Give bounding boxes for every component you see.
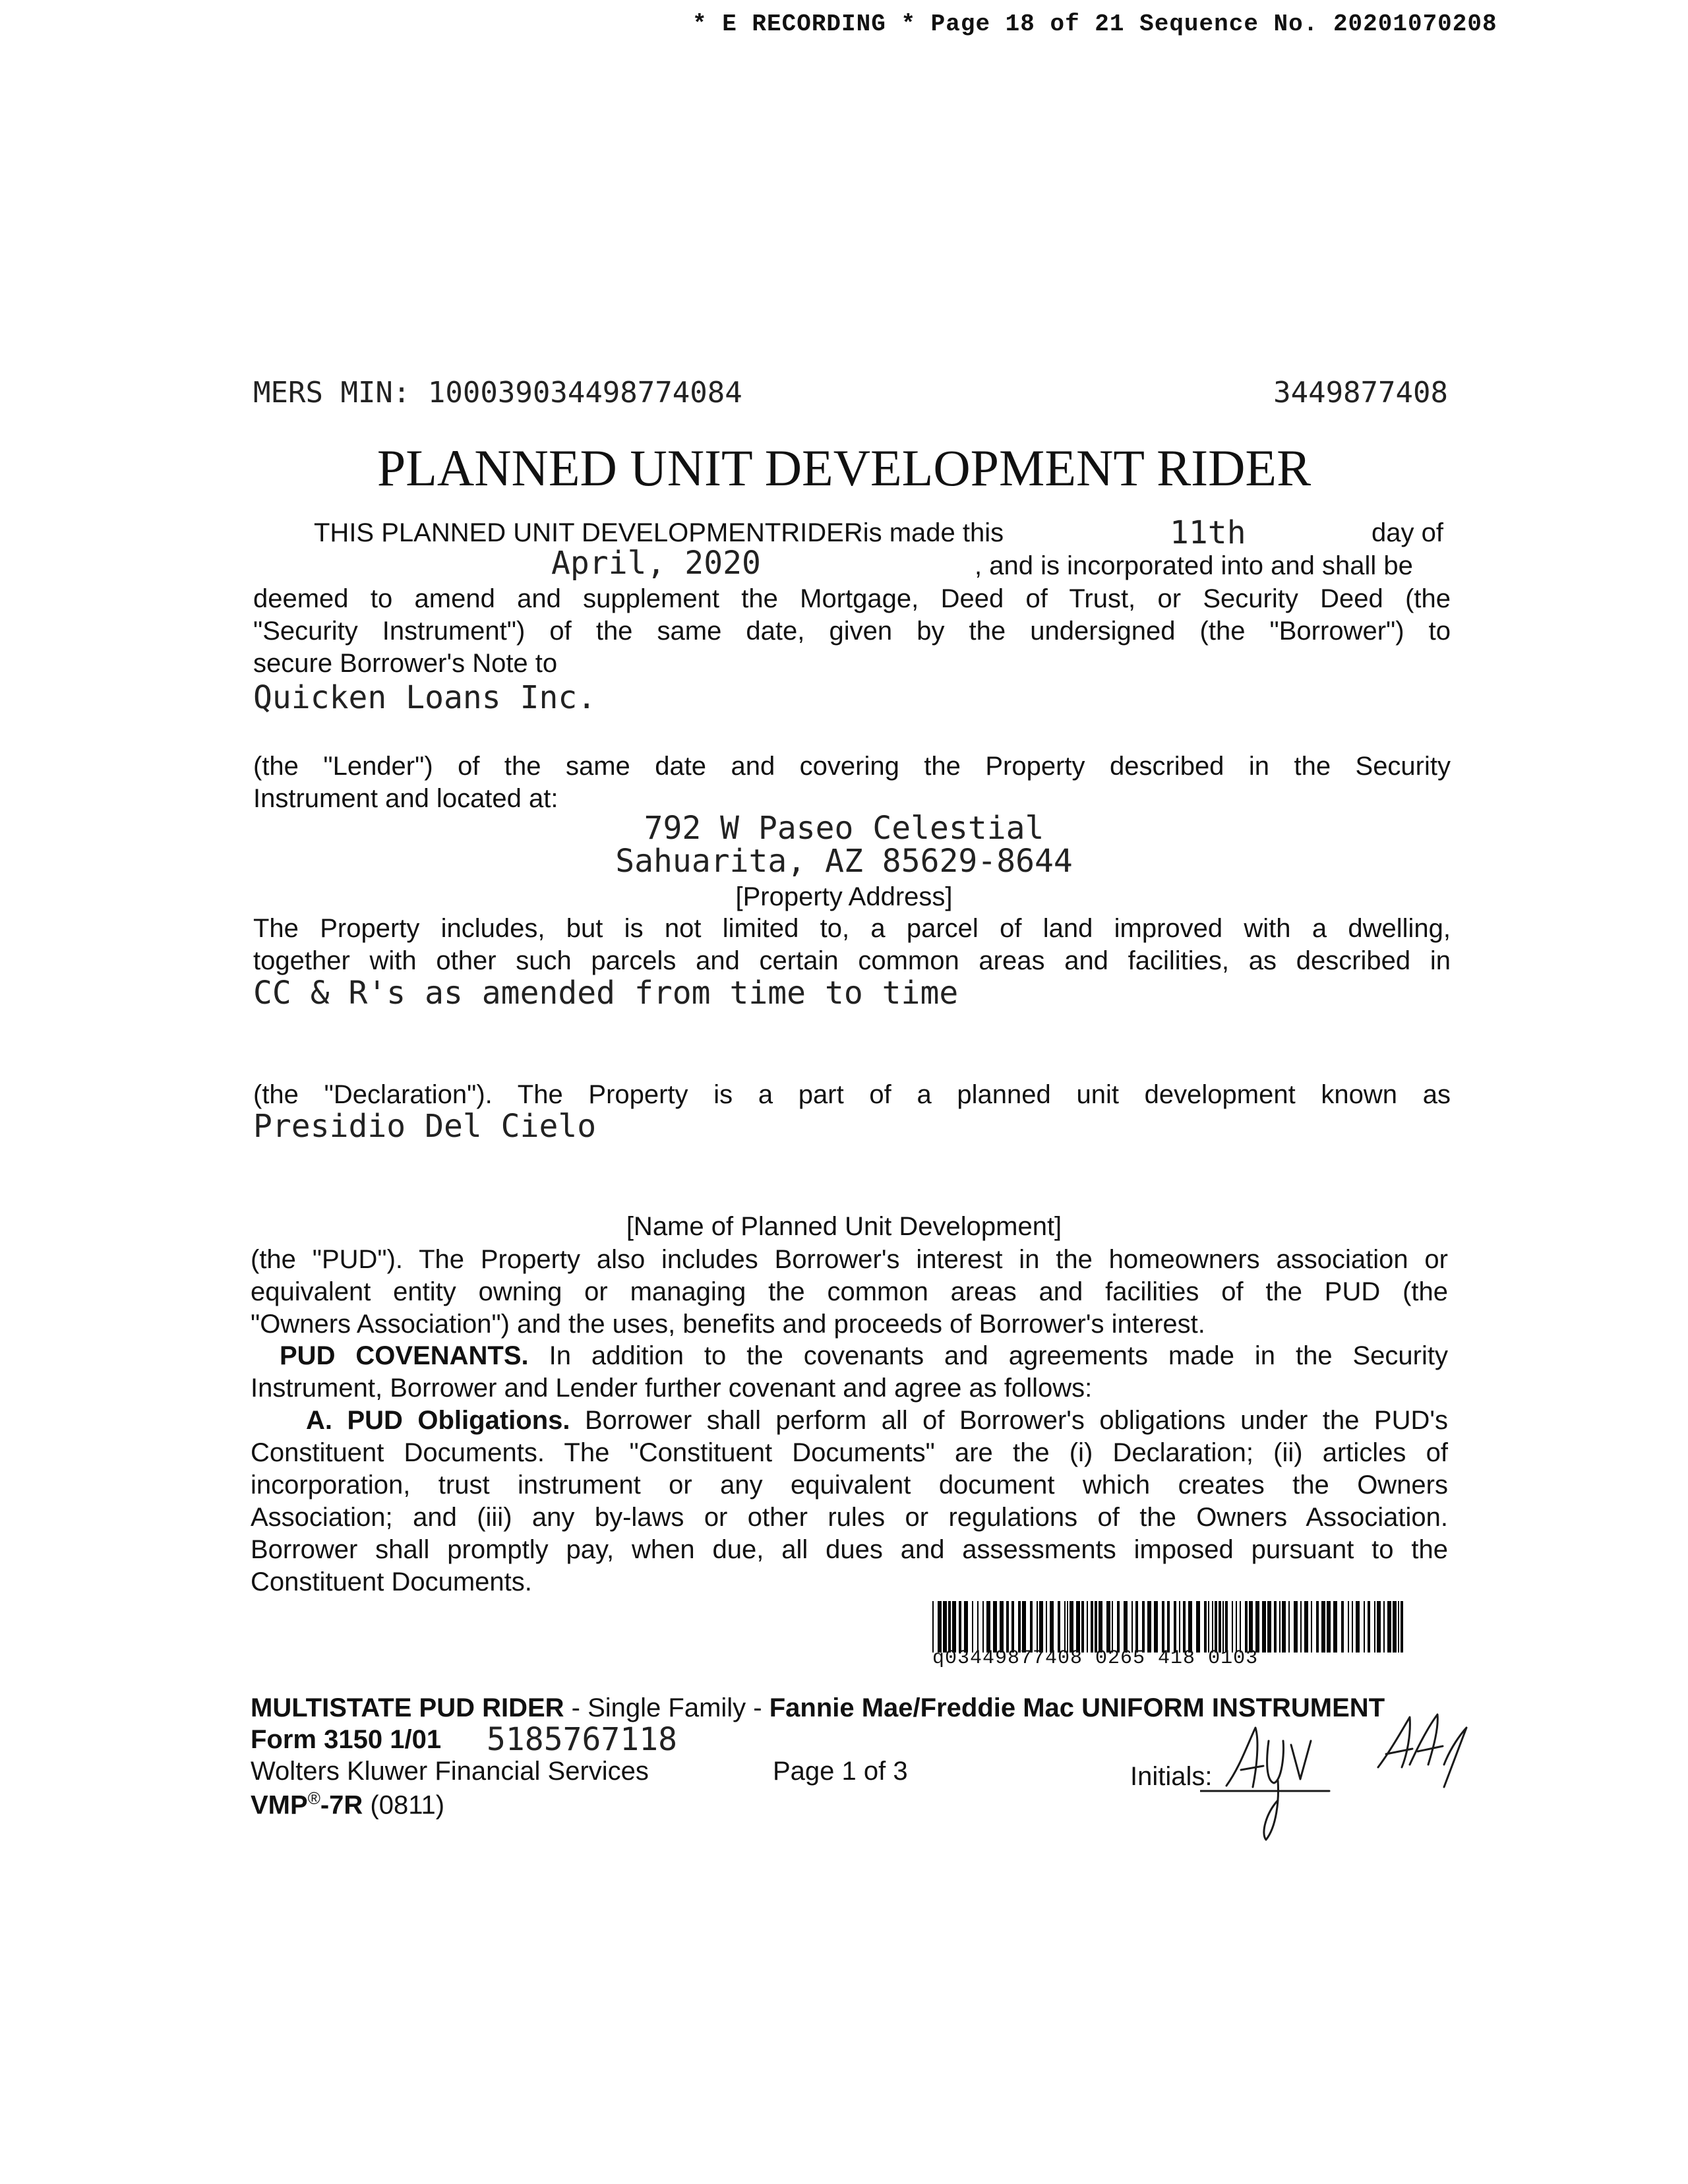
paragraph-line: deemed to amend and supplement the Mortgage, Deed of Trust, or Security Deed (the <box>253 584 1451 613</box>
barcode-bar <box>1294 1601 1298 1653</box>
barcode-bar <box>1030 1601 1033 1653</box>
vmp-registered-mark: ® <box>307 1788 320 1808</box>
paragraph-line: Instrument and located at: <box>253 784 558 813</box>
barcode-bar <box>1232 1601 1233 1653</box>
barcode-bar <box>1204 1601 1207 1653</box>
barcode-bar <box>1393 1601 1397 1653</box>
barcode-bar <box>943 1601 947 1653</box>
barcode-bar <box>1288 1601 1290 1653</box>
lender-name: Quicken Loans Inc. <box>253 679 597 716</box>
day-of-text: day of <box>1372 518 1443 547</box>
barcode-bar <box>1387 1601 1391 1653</box>
footer-publisher: Wolters Kluwer Financial Services <box>251 1757 649 1786</box>
barcode-bar <box>964 1601 968 1653</box>
barcode-bar <box>1064 1601 1066 1653</box>
property-address-label: [Property Address] <box>735 882 953 911</box>
barcode-bar <box>1095 1601 1097 1653</box>
barcode-bar <box>1356 1601 1360 1653</box>
intro-lead-text: THIS PLANNED UNIT DEVELOPMENTRIDERis made this <box>314 518 1004 547</box>
barcode-bar <box>1398 1601 1399 1653</box>
barcode-bar <box>1183 1601 1186 1653</box>
barcode-bar <box>1154 1601 1158 1653</box>
paragraph-line: together with other such parcels and certain common areas and facilities, as described in <box>253 946 1451 975</box>
paragraph-line: (the "Lender") of the same date and covering the Property described in the Security <box>253 752 1451 781</box>
barcode-bar <box>1311 1601 1312 1653</box>
barcode-bar <box>1245 1601 1248 1653</box>
barcode-bar <box>1225 1601 1228 1653</box>
barcode-bar <box>1212 1601 1213 1653</box>
barcode-bar <box>972 1601 973 1653</box>
barcode-bar <box>1316 1601 1319 1653</box>
barcode-bar <box>1262 1601 1266 1653</box>
paragraph-line: (the "Declaration"). The Property is a part of a planned unit development known as <box>253 1080 1451 1109</box>
covenants-heading: PUD COVENANTS. <box>280 1341 529 1370</box>
barcode-bar <box>959 1601 961 1653</box>
pud-name-label: [Name of Planned Unit Development] <box>626 1212 1062 1241</box>
paragraph-line <box>251 1340 1448 1372</box>
page-number: Page 1 of 3 <box>773 1757 908 1786</box>
declaration-paragraph <box>253 1079 1451 1111</box>
barcode-bar <box>1162 1601 1164 1653</box>
amend-paragraph <box>253 583 1451 680</box>
barcode-bar <box>1401 1601 1403 1653</box>
paragraph-line: secure Borrower's Note to <box>253 649 558 678</box>
pud-paragraph <box>251 1244 1448 1341</box>
barcode-bar <box>1208 1601 1209 1653</box>
barcode-bar <box>1037 1601 1038 1653</box>
barcode-bar <box>1076 1601 1080 1653</box>
barcode-bar <box>1087 1601 1088 1653</box>
footer-form: Form 3150 1/01 <box>251 1725 442 1754</box>
barcode-bar <box>1000 1601 1004 1653</box>
barcode-bar <box>1188 1601 1192 1653</box>
barcode-bar <box>1383 1601 1385 1653</box>
rider-day: 11th <box>1170 514 1246 551</box>
barcode-bar <box>1124 1601 1128 1653</box>
barcode-bar <box>1279 1601 1281 1653</box>
barcode-bar <box>1236 1601 1237 1653</box>
paragraph-line: Instrument, Borrower and Lender further covenant and agree as follows: <box>251 1374 1093 1403</box>
footer-rider-title: MULTISTATE PUD RIDER <box>251 1693 564 1722</box>
barcode-bar <box>1364 1601 1365 1653</box>
barcode-bar <box>1374 1601 1375 1653</box>
initials-signature-2 <box>1378 1714 1466 1787</box>
pud-name: Presidio Del Cielo <box>253 1108 597 1145</box>
barcode-bar <box>1106 1601 1110 1653</box>
barcode-bar <box>977 1601 979 1653</box>
barcode-bar <box>1196 1601 1200 1653</box>
paragraph-line: Constituent Documents. The "Constituent Documents" are the (i) Declaration; (ii) articles of <box>251 1438 1448 1467</box>
barcode-bar <box>1215 1601 1217 1653</box>
loan-number: 3449877408 <box>1273 376 1448 410</box>
property-address-line-1: 792 W Paseo Celestial <box>644 810 1044 847</box>
obligations-paragraph <box>251 1405 1448 1598</box>
barcode-bar <box>1174 1601 1176 1653</box>
barcode-bar <box>1255 1601 1259 1653</box>
barcode-bar <box>1249 1601 1253 1653</box>
barcode-bar <box>1142 1601 1145 1653</box>
rider-month-year: April, 2020 <box>551 545 761 582</box>
barcode-bar <box>1091 1601 1093 1653</box>
barcode-bar <box>1274 1601 1277 1653</box>
barcode-bar <box>1070 1601 1073 1653</box>
barcode-number: q03449877408 0265 418 0103 <box>932 1647 1259 1670</box>
barcode-bar <box>1135 1601 1138 1653</box>
barcode-bar <box>1377 1601 1381 1653</box>
barcode-bar <box>1222 1601 1224 1653</box>
barcode-bar <box>1219 1601 1221 1653</box>
footer-rider-type: - Single Family - <box>564 1693 769 1722</box>
barcode-bar <box>1179 1601 1180 1653</box>
barcode-bar <box>1167 1601 1170 1653</box>
barcode-bar <box>1099 1601 1102 1653</box>
footer-instrument: Fannie Mae/Freddie Mac UNIFORM INSTRUMENT <box>769 1693 1385 1722</box>
barcode-bar <box>1050 1601 1054 1653</box>
covenants-paragraph <box>251 1340 1448 1405</box>
barcode-bar <box>1006 1601 1009 1653</box>
paragraph-line: Borrower shall promptly pay, when due, all dues and assessments imposed pursuant to the <box>251 1535 1448 1564</box>
barcode-bar <box>1327 1601 1331 1653</box>
barcode-bar <box>1240 1601 1241 1653</box>
barcode-bar <box>1348 1601 1349 1653</box>
paragraph-line: Association; and (iii) any by-laws or other rules or regulations of the Owners Association. <box>251 1503 1448 1532</box>
barcode-bar <box>932 1601 934 1653</box>
paragraph-line: (the "PUD"). The Property also includes Borrower's interest in the homeowners association or <box>251 1245 1448 1274</box>
paragraph-line: Constituent Documents. <box>251 1567 532 1596</box>
handwritten-initials <box>1200 1701 1503 1853</box>
declaration-document: CC & R's as amended from time to time <box>253 975 959 1012</box>
footer-form-number: 5185767118 <box>487 1721 677 1758</box>
barcode-bar <box>1282 1601 1286 1653</box>
vmp-prefix: VMP <box>251 1790 308 1820</box>
barcode-bar <box>1368 1601 1370 1653</box>
obligations-heading: A. PUD Obligations. <box>306 1406 570 1435</box>
barcode-bar <box>948 1601 951 1653</box>
barcode-bar <box>1067 1601 1068 1653</box>
barcode-bar <box>952 1601 956 1653</box>
footer-vmp <box>251 1788 444 1820</box>
vmp-code: -7R <box>320 1790 363 1820</box>
paragraph-line: incorporation, trust instrument or any equivalent document which creates the Owners <box>251 1471 1448 1500</box>
recording-header: * E RECORDING * Page 18 of 21 Sequence No. 20201070208 <box>692 11 1497 38</box>
barcode-bar <box>1147 1601 1151 1653</box>
barcode-bar <box>1117 1601 1120 1653</box>
document-title: PLANNED UNIT DEVELOPMENT RIDER <box>377 439 1311 497</box>
barcode-bar <box>982 1601 984 1653</box>
vmp-revision: (0811) <box>363 1790 445 1820</box>
barcode-bar <box>1112 1601 1113 1653</box>
barcode-bar <box>1022 1601 1026 1653</box>
barcode-bar <box>993 1601 997 1653</box>
mers-min: MERS MIN: 100039034498774084 <box>253 376 742 410</box>
obligations-text: Borrower shall perform all of Borrower's obligations under the PUD's <box>570 1406 1448 1435</box>
barcode-bar <box>1046 1601 1047 1653</box>
paragraph-line: The Property includes, but is not limited to, a parcel of land improved with a dwelling, <box>253 914 1451 943</box>
barcode-bar <box>1304 1601 1308 1653</box>
barcode-bar <box>1341 1601 1344 1653</box>
barcode-bar <box>986 1601 990 1653</box>
barcode-bar <box>1039 1601 1043 1653</box>
barcode-bar <box>1018 1601 1021 1653</box>
property-paragraph <box>253 913 1451 977</box>
barcode-bar <box>1011 1601 1014 1653</box>
barcode-bar <box>1352 1601 1353 1653</box>
covenants-text: In addition to the covenants and agreements made in the Security <box>528 1341 1448 1370</box>
paragraph-line <box>251 1405 1448 1437</box>
barcode-bar <box>1131 1601 1133 1653</box>
lender-paragraph <box>253 750 1451 815</box>
paragraph-line: "Owners Association") and the uses, benefits and proceeds of Borrower's interest. <box>251 1310 1205 1339</box>
initials-signature-1 <box>1226 1728 1311 1840</box>
barcode <box>932 1601 1404 1653</box>
barcode-bar <box>1300 1601 1302 1653</box>
property-address-line-2: Sahuarita, AZ 85629-8644 <box>615 843 1073 880</box>
barcode-bar <box>938 1601 942 1653</box>
incorporated-text: , and is incorporated into and shall be <box>975 551 1413 580</box>
barcode-bar <box>1058 1601 1060 1653</box>
paragraph-line: equivalent entity owning or managing the common areas and facilities of the PUD (the <box>251 1277 1448 1306</box>
paragraph-line: "Security Instrument") of the same date, given by the undersigned (the "Borrower") to <box>253 617 1451 646</box>
barcode-bar <box>1081 1601 1084 1653</box>
initials-label: Initials: <box>1130 1762 1213 1791</box>
barcode-bar <box>1321 1601 1325 1653</box>
barcode-bar <box>1267 1601 1271 1653</box>
barcode-bar <box>1333 1601 1337 1653</box>
